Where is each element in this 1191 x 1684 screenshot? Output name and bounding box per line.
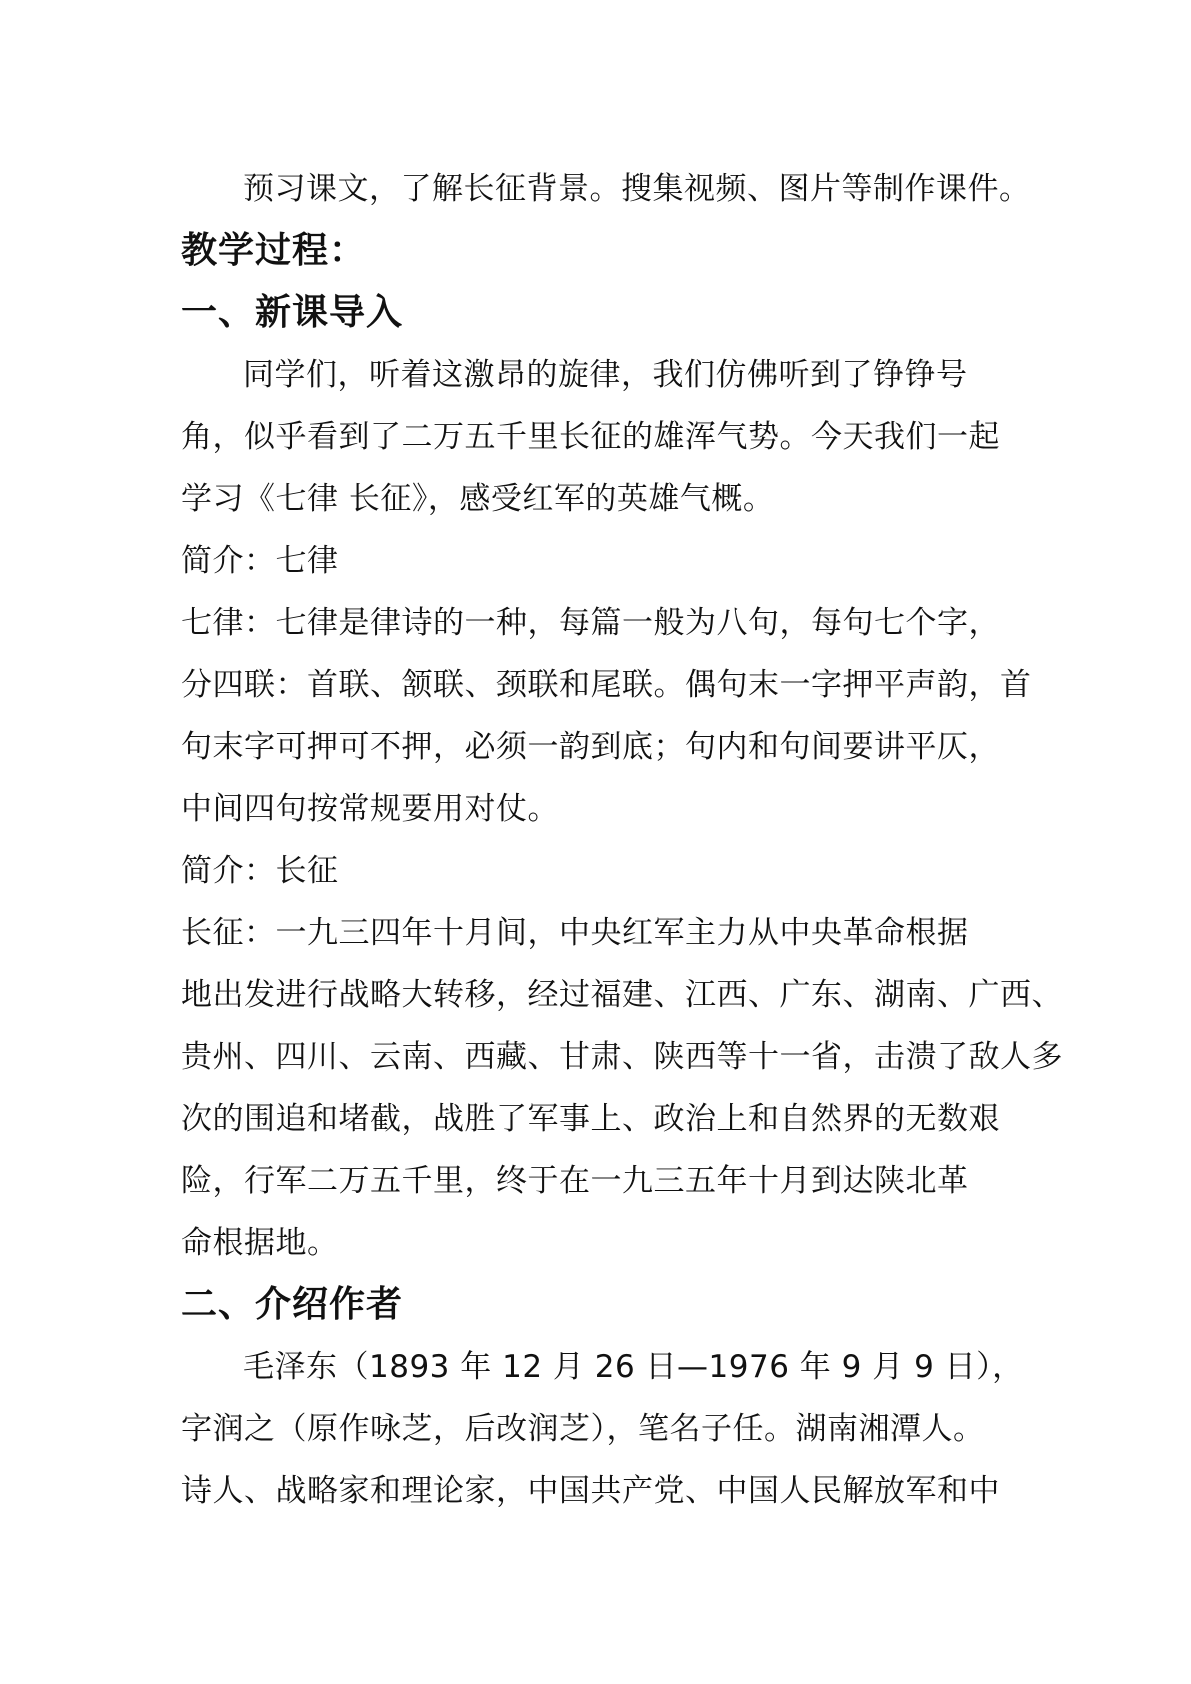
changzheng-line: 贵州、四川、云南、西藏、甘肃、陕西等十一省，击溃了敌人多 (181, 1039, 1063, 1075)
author-line: 字润之（原作咏芝，后改润芝），笔名子任。湖南湘潭人。 (181, 1411, 985, 1447)
qilu-line: 中间四句按常规要用对仗。 (181, 791, 559, 827)
author-line: 诗人、战略家和理论家，中国共产党、中国人民解放军和中 (181, 1473, 1000, 1509)
qilu-line: 句末字可押可不押，必须一韵到底；句内和句间要讲平仄， (181, 729, 1000, 765)
qilu-label: 简介：七律 (181, 543, 339, 579)
changzheng-line: 险，行军二万五千里，终于在一九三五年十月到达陕北革 (181, 1163, 969, 1199)
changzheng-line: 命根据地。 (181, 1225, 339, 1261)
changzheng-line: 次的围追和堵截，战胜了军事上、政治上和自然界的无数艰 (181, 1101, 1000, 1137)
changzheng-label: 简介：长征 (181, 853, 339, 889)
changzheng-line: 长征：一九三四年十月间，中央红军主力从中央革命根据 (181, 915, 969, 951)
author-line: 毛泽东（1893 年 12 月 26 日—1976 年 9 月 9 日）， (243, 1349, 1024, 1385)
qilu-line: 分四联：首联、颔联、颈联和尾联。偶句末一字押平声韵，首 (181, 667, 1032, 703)
document-page (181, 158, 1063, 1522)
heading-teaching-process: 教学过程： (181, 230, 367, 271)
section-title-new-lesson: 一、新课导入 (181, 292, 404, 333)
changzheng-line: 地出发进行战略大转移，经过福建、江西、广东、湖南、广西、 (181, 977, 1063, 1013)
intro-line: 角，似乎看到了二万五千里长征的雄浑气势。今天我们一起 (181, 419, 1000, 455)
intro-line: 学习《七律 长征》，感受红军的英雄气概。 (181, 481, 775, 517)
qilu-line: 七律：七律是律诗的一种，每篇一般为八句，每句七个字， (181, 605, 1000, 641)
section-title-author: 二、介绍作者 (181, 1284, 404, 1325)
intro-line: 同学们，听着这激昂的旋律，我们仿佛听到了铮铮号 (243, 357, 968, 393)
prep-paragraph: 预习课文，了解长征背景。搜集视频、图片等制作课件。 (243, 171, 1031, 207)
